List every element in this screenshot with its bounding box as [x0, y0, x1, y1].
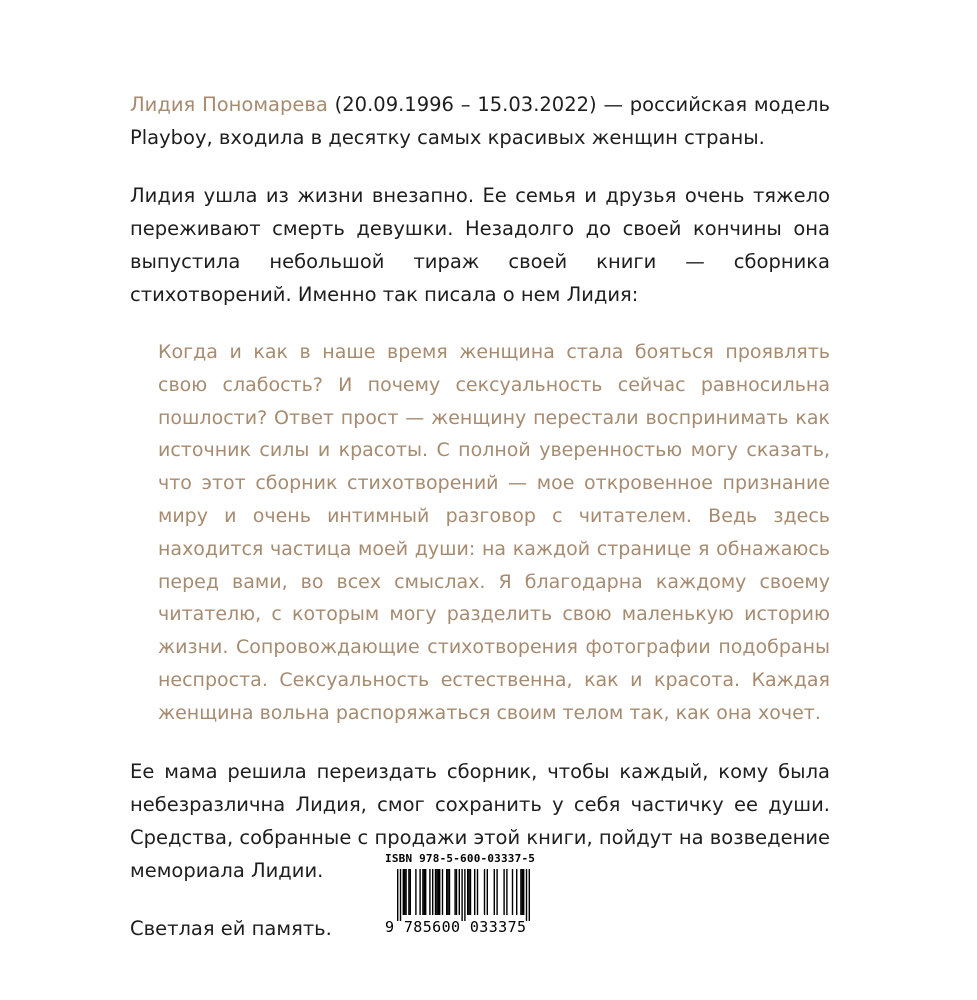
barcode-bar [459, 869, 460, 915]
barcode-bar [429, 869, 430, 915]
page-content [130, 88, 830, 945]
barcode-bar [529, 869, 530, 921]
intro-paragraph [130, 88, 830, 154]
barcode-bar [477, 869, 478, 915]
barcode-bar [454, 869, 455, 915]
barcode-bar [439, 869, 440, 915]
barcode-bar [512, 869, 513, 915]
barcode-bar [432, 869, 433, 915]
barcode-bar [523, 869, 524, 915]
barcode-bar [436, 869, 437, 915]
barcode-bar [424, 869, 425, 915]
outro-paragraph: Ее мама решила переиздать сборник, чтобы каждый, кому была небезразлична Лидия, смог сохранить у себя частичку ее души. Средства, собранные с продажи этой книги, пойдут на возведение мемориала Лидии. [130, 759, 830, 882]
barcode-bar [442, 869, 443, 915]
barcode-bar [516, 869, 517, 915]
barcode-bar [464, 869, 465, 921]
quote-paragraph: Когда и как в наше время женщина стала бояться проявлять свою слабость? И почему сексуальность сейчас равносильна пошлости? Ответ прост — женщину перестали воспринимать как источник силы и красоты. С полной уверенностью могу сказать, что этот сборник стихотворений — мое откровенное признание миру и очень интимный разговор с читателем. Ведь здесь находится частица моей души: на каждой странице я обнажаюсь перед вами, во всех смыслах. Я благодарна каждому своему читателю, с которым могу разделить свою маленькую историю жизни. Сопровождающие стихотворения фотографии подобраны неспроста. Сексуальность естественна, как и красота. Каждая женщина вольна распоряжаться своим телом так, как она хочет. [158, 341, 830, 724]
barcode-bars [385, 869, 530, 921]
barcode-bar [435, 869, 436, 915]
barcode-bar [419, 869, 420, 915]
barcode-bar [404, 869, 405, 915]
isbn-barcode [385, 852, 536, 937]
barcode-digits: 9 785600 033375 [385, 918, 527, 936]
barcode-bar [474, 869, 475, 915]
barcode-bar [468, 869, 469, 915]
barcode-bar [449, 869, 450, 915]
barcode-bar [526, 869, 527, 921]
barcode-bar [522, 869, 523, 915]
barcode-bar [520, 869, 521, 915]
barcode-bar [403, 869, 404, 915]
barcode-bar [410, 869, 411, 915]
barcode-bar [487, 869, 488, 915]
barcode-bar [405, 869, 406, 915]
closing-line: Светлая ей память. [130, 916, 332, 940]
barcode-bar [484, 869, 485, 915]
barcode-bar [503, 869, 504, 915]
barcode-bar [467, 869, 468, 915]
barcode-bar [400, 869, 401, 921]
barcode-bar [470, 869, 471, 915]
barcode-bar [456, 869, 457, 915]
barcode-bar [422, 869, 423, 915]
isbn-label: ISBN 978-5-600-03337-5 [385, 852, 536, 865]
barcode-bar [415, 869, 416, 915]
barcode-bar [447, 869, 448, 915]
barcode-bar [425, 869, 426, 915]
intro-text: (20.09.1996 – 15.03.2022) — российская модель Playboy, входила в десятку самых красивых женщин страны. [130, 93, 831, 149]
author-name: Лидия Пономарева [130, 93, 328, 116]
barcode-bar [438, 869, 439, 915]
barcode-bar [446, 869, 447, 915]
barcode-bar [461, 869, 462, 921]
barcode-bar [408, 869, 409, 915]
barcode-bar [496, 869, 497, 915]
barcode-bar [494, 869, 495, 915]
barcode-bar [506, 869, 507, 915]
story-paragraph: Лидия ушла из жизни внезапно. Ее семья и друзья очень тяжело переживают смерть девушки. Незадолго до своей кончины она выпустила небольшой тираж своей книги — сборника стихотворений. Именно так писала о нем Лидия: [130, 184, 830, 306]
barcode-bar [397, 869, 398, 921]
